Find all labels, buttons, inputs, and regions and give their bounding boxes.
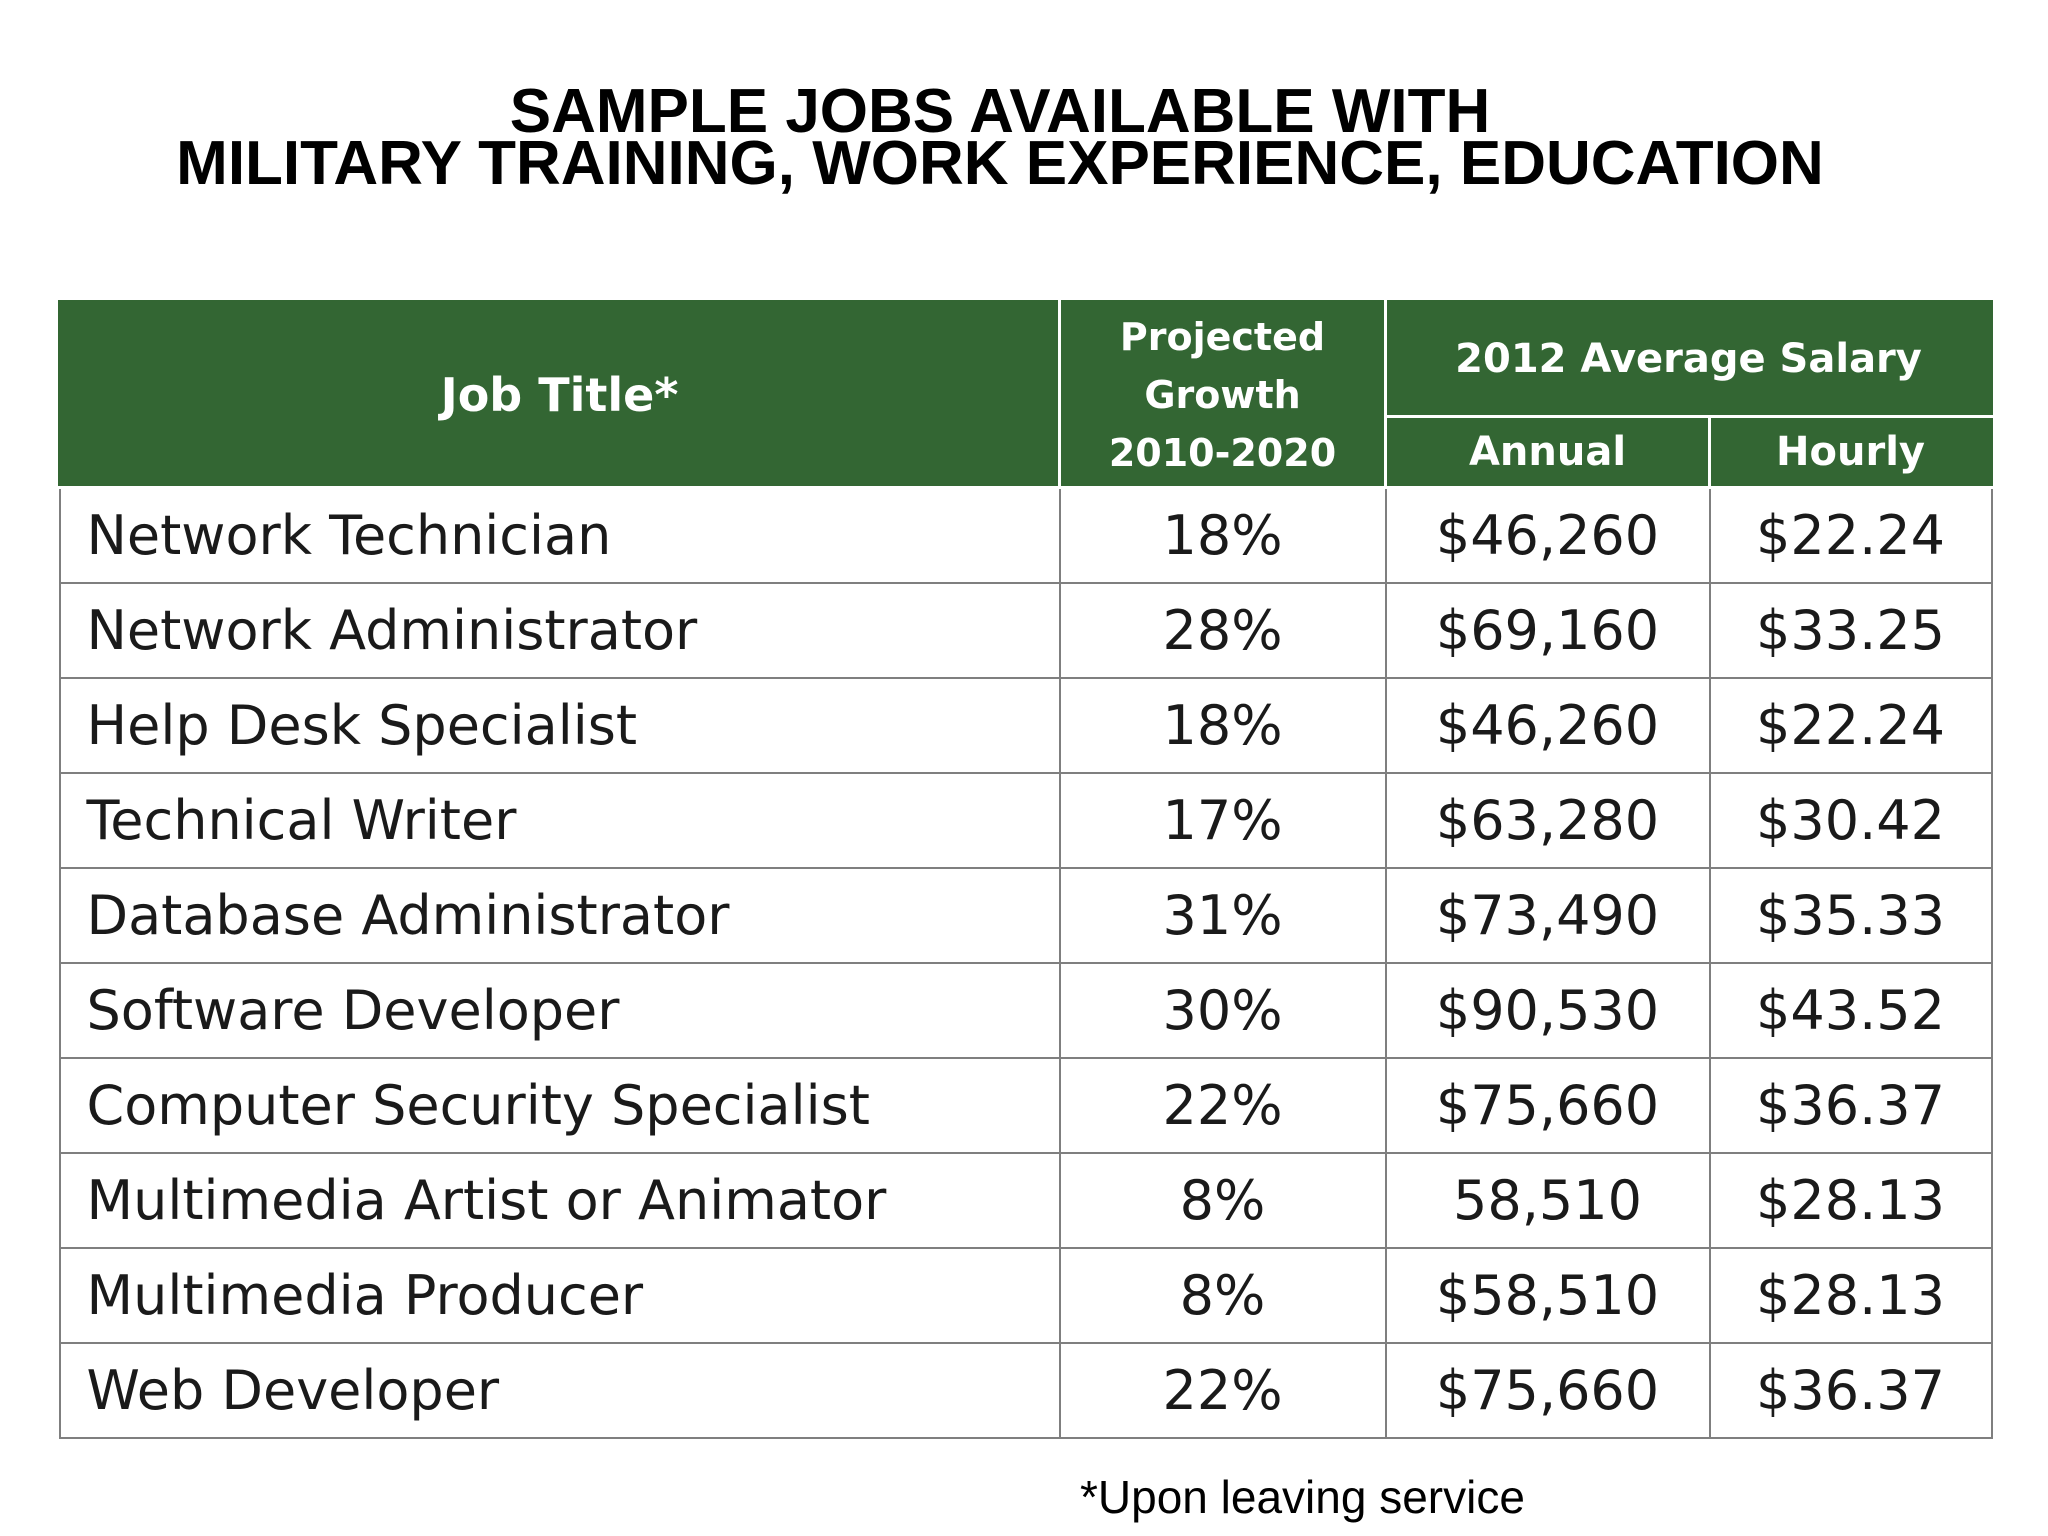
cell-annual: $75,660 (1386, 1058, 1710, 1153)
cell-hourly: $22.24 (1710, 488, 1992, 584)
header-job-title: Job Title* (60, 302, 1060, 488)
table-row (60, 1153, 1992, 1248)
table-row (60, 868, 1992, 963)
title-line-2: MILITARY TRAINING, WORK EXPERIENCE, EDUCATION (176, 129, 1824, 198)
cell-annual: 58,510 (1386, 1153, 1710, 1248)
cell-growth: 18% (1060, 488, 1386, 584)
jobs-table (58, 300, 1993, 1439)
table-row (60, 678, 1992, 773)
cell-annual: $58,510 (1386, 1248, 1710, 1343)
cell-job: Network Technician (60, 488, 1060, 584)
header-growth-line-1: Projected (1119, 314, 1326, 359)
cell-growth: 17% (1060, 773, 1386, 868)
table-row (60, 1248, 1992, 1343)
cell-hourly: $30.42 (1710, 773, 1992, 868)
cell-job: Technical Writer (60, 773, 1060, 868)
cell-job: Software Developer (60, 963, 1060, 1058)
cell-growth: 22% (1060, 1058, 1386, 1153)
cell-hourly: $36.37 (1710, 1058, 1992, 1153)
header-projected-growth (1060, 302, 1386, 488)
cell-annual: $46,260 (1386, 678, 1710, 773)
cell-hourly: $22.24 (1710, 678, 1992, 773)
cell-job: Computer Security Specialist (60, 1058, 1060, 1153)
cell-hourly: $28.13 (1710, 1248, 1992, 1343)
table-body (60, 488, 1992, 1439)
cell-job: Web Developer (60, 1343, 1060, 1438)
table-row (60, 1343, 1992, 1438)
table-row (60, 773, 1992, 868)
cell-growth: 31% (1060, 868, 1386, 963)
cell-job: Help Desk Specialist (60, 678, 1060, 773)
cell-job: Database Administrator (60, 868, 1060, 963)
cell-annual: $75,660 (1386, 1343, 1710, 1438)
cell-growth: 8% (1060, 1153, 1386, 1248)
cell-growth: 30% (1060, 963, 1386, 1058)
cell-job: Multimedia Producer (60, 1248, 1060, 1343)
table-row (60, 963, 1992, 1058)
cell-annual: $90,530 (1386, 963, 1710, 1058)
cell-job: Network Administrator (60, 583, 1060, 678)
cell-annual: $63,280 (1386, 773, 1710, 868)
header-growth-line-2: Growth (1144, 372, 1301, 417)
title-line-1: SAMPLE JOBS AVAILABLE WITH (509, 77, 1491, 146)
cell-hourly: $35.33 (1710, 868, 1992, 963)
cell-annual: $46,260 (1386, 488, 1710, 584)
cell-growth: 18% (1060, 678, 1386, 773)
header-hourly: Hourly (1710, 417, 1992, 488)
header-growth-line-3: 2010-2020 (1108, 430, 1337, 475)
table-row (60, 583, 1992, 678)
cell-hourly: $36.37 (1710, 1343, 1992, 1438)
header-average-salary: 2012 Average Salary (1386, 302, 1992, 417)
page-title (0, 77, 2000, 198)
footnote: *Upon leaving service (1080, 1471, 1525, 1523)
cell-growth: 22% (1060, 1343, 1386, 1438)
cell-annual: $69,160 (1386, 583, 1710, 678)
cell-job: Multimedia Artist or Animator (60, 1153, 1060, 1248)
cell-hourly: $28.13 (1710, 1153, 1992, 1248)
cell-hourly: $33.25 (1710, 583, 1992, 678)
table-header (60, 302, 1992, 488)
cell-hourly: $43.52 (1710, 963, 1992, 1058)
table-row (60, 488, 1992, 584)
cell-annual: $73,490 (1386, 868, 1710, 963)
table-row (60, 1058, 1992, 1153)
cell-growth: 8% (1060, 1248, 1386, 1343)
cell-growth: 28% (1060, 583, 1386, 678)
header-annual: Annual (1386, 417, 1710, 488)
